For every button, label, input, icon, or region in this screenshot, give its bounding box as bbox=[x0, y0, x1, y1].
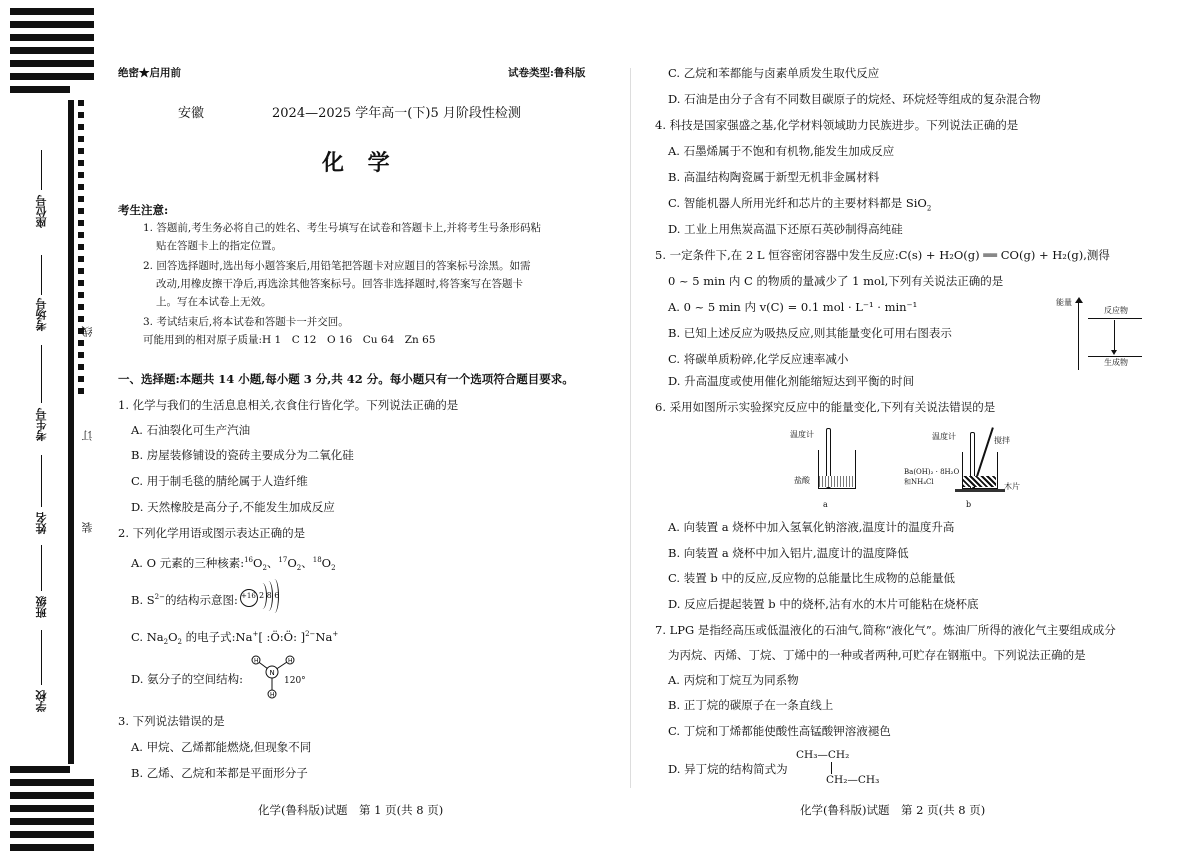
atomic-masses: 可能用到的相对原子质量:H 1 C 12 O 16 Cu 64 Zn 65 bbox=[143, 334, 436, 346]
thermometer-a-label: 温度计 bbox=[790, 430, 814, 439]
q2-option-c: C. $Na_2O_2$ 的电子式:Na+[ :Ö:Ö: ]$^{2-}$Na+ bbox=[131, 629, 339, 647]
q1-option-b: B. 房屋装修铺设的瓷砖主要成分为二氧化硅 bbox=[131, 448, 354, 462]
q5-stem: 5. 一定条件下,在 2 L 恒容密闭容器中发生反应:C(s) + H₂O(g) ══ CO(g) + H₂(g),测得 bbox=[655, 248, 1110, 262]
q2-c-suffix: 的电子式:Na bbox=[185, 629, 253, 644]
nucleus-charge: +16 bbox=[241, 592, 256, 600]
q7-stem-cont: 为丙烷、丙烯、丁烷、丁烯中的一种或者两种,可贮存在钢瓶中。下列说法正确的是 bbox=[668, 648, 1086, 662]
thermometer-b-label: 温度计 bbox=[932, 432, 956, 441]
q6-option-d: D. 反应后提起装置 b 中的烧杯,沾有水的木片可能粘在烧杯底 bbox=[668, 597, 979, 611]
strip-bar bbox=[10, 60, 94, 67]
wood-label: 木片 bbox=[1004, 482, 1020, 491]
footer-page-2: 化学(鲁科版)试题 第 2 页(共 8 页) bbox=[800, 803, 986, 817]
q1-option-d: D. 天然橡胶是高分子,不能发生加成反应 bbox=[131, 500, 335, 514]
svg-text:H: H bbox=[270, 691, 275, 699]
strip-bar bbox=[10, 805, 94, 812]
bond-angle: 120° bbox=[284, 676, 306, 686]
reagent-label-2: 和NH₄Cl bbox=[904, 478, 934, 486]
strip-bar bbox=[10, 818, 94, 825]
mark-bind: 订 bbox=[81, 430, 94, 441]
field-room: 考场号 bbox=[35, 298, 48, 331]
exam-title: 2024—2025 学年高一(下)5 月阶段性检测 bbox=[272, 106, 521, 121]
field-name: 姓名 bbox=[35, 512, 48, 534]
reagent-label-1: Ba(OH)₂ · 8H₂O bbox=[904, 468, 960, 476]
q5-option-c: C. 将碳单质粉碎,化学反应速率减小 bbox=[668, 352, 849, 366]
q7-option-d: D. 异丁烷的结构简式为 bbox=[668, 762, 788, 776]
strip-bar bbox=[10, 844, 94, 851]
field-school: 学校 bbox=[35, 690, 48, 712]
q6-option-b: B. 向装置 a 烧杯中加入铝片,温度计的温度降低 bbox=[668, 546, 909, 560]
strip-bar bbox=[10, 766, 70, 773]
q2-b-suffix: 的结构示意图: bbox=[164, 592, 238, 607]
q4-option-c: C. 智能机器人所用光纤和芯片的主要材料都是 SiO$_2$ bbox=[668, 196, 932, 213]
q1-option-c: C. 用于制毛毯的腈纶属于人造纤维 bbox=[131, 474, 308, 488]
section-heading: 一、选择题:本题共 14 小题,每小题 3 分,共 42 分。每小题只有一个选项符合题目要求。 bbox=[118, 372, 574, 386]
energy-axis-arrow bbox=[1075, 297, 1083, 303]
q1-option-a: A. 石油裂化可生产汽油 bbox=[131, 423, 251, 437]
strip-bar bbox=[10, 47, 94, 54]
strip-bar bbox=[10, 8, 94, 15]
energy-axis-label: 能量 bbox=[1056, 298, 1072, 307]
q4-option-d: D. 工业上用焦炭高温下还原石英砂制得高纯硅 bbox=[668, 222, 903, 236]
subject-title: 化 学 bbox=[322, 150, 398, 176]
field-id: 考生号 bbox=[35, 408, 48, 441]
notice-item: 2. 回答选择题时,选出每小题答案后,用铅笔把答题卡对应题目的答案标号涂黑。如需 bbox=[143, 260, 531, 272]
q2-a-prefix: A. O 元素的三种核素: bbox=[131, 555, 245, 570]
stir-label: 搅拌 bbox=[994, 436, 1010, 445]
acid-label: 盐酸 bbox=[794, 476, 810, 485]
q4-option-a: A. 石墨烯属于不饱和有机物,能发生加成反应 bbox=[668, 144, 895, 158]
q2-option-d: D. 氨分子的空间结构: bbox=[131, 672, 243, 686]
acid-liquid bbox=[819, 476, 854, 487]
field-rule bbox=[41, 545, 42, 591]
wood-board bbox=[955, 489, 1005, 492]
q5-stem-cont: 0 ~ 5 min 内 C 的物质的量减少了 1 mol,下列有关说法正确的是 bbox=[668, 274, 1004, 288]
notice-item: 上。写在本试卷上无效。 bbox=[156, 296, 272, 308]
reagent-solid bbox=[963, 476, 996, 487]
svg-text:H: H bbox=[288, 657, 293, 665]
strip-bar bbox=[10, 779, 94, 786]
notice-title: 考生注意: bbox=[118, 203, 169, 217]
field-rule bbox=[41, 455, 42, 507]
strip-bar bbox=[10, 73, 94, 80]
strip-bar bbox=[10, 21, 94, 28]
mark-line: 线 bbox=[81, 326, 94, 337]
q5-option-b: B. 已知上述反应为吸热反应,则其能量变化可用右图表示 bbox=[668, 326, 952, 340]
q2-c-prefix: C. Na bbox=[131, 629, 164, 644]
q3-option-b: B. 乙烯、乙烷和苯都是平面形分子 bbox=[131, 766, 308, 780]
region: 安徽 bbox=[178, 106, 205, 121]
notice-item: 3. 考试结束后,将本试卷和答题卡一并交回。 bbox=[143, 316, 349, 328]
q2-c-formula: [ :Ö:Ö: ] bbox=[258, 629, 306, 644]
q3-option-c: C. 乙烷和苯都能与卤素单质发生取代反应 bbox=[668, 66, 880, 80]
exam-type: 试卷类型:鲁科版 bbox=[508, 67, 586, 79]
notice-item: 贴在答题卡上的指定位置。 bbox=[156, 240, 282, 252]
secret-label: 绝密★启用前 bbox=[118, 67, 181, 79]
q7-option-b: B. 正丁烷的碳原子在一条直线上 bbox=[668, 698, 834, 712]
q2-stem: 2. 下列化学用语或图示表达正确的是 bbox=[118, 526, 306, 540]
field-rule bbox=[41, 630, 42, 685]
notice-item: 改动,用橡皮擦干净后,再选涂其他答案标号。回答非选择题时,将答案写在答题卡 bbox=[156, 278, 524, 290]
energy-axis bbox=[1078, 300, 1079, 370]
isobutane-bottom: CH₂—CH₃ bbox=[826, 774, 880, 786]
q2-c-mid: O bbox=[168, 629, 178, 644]
q2-option-a: A. O 元素的三种核素$:^{16}O_2$、$^{17}O_2$、$^{18}O_2$ bbox=[131, 555, 336, 573]
q3-option-a: A. 甲烷、乙烯都能燃烧,但现象不同 bbox=[131, 740, 312, 754]
energy-change-arrowhead bbox=[1111, 350, 1117, 355]
q4-stem: 4. 科技是国家强盛之基,化学材料领域助力民族进步。下列说法正确的是 bbox=[655, 118, 1019, 132]
strip-bar bbox=[10, 34, 94, 41]
strip-bar bbox=[10, 831, 94, 838]
mark-load: 装 bbox=[81, 522, 94, 533]
field-class: 班级 bbox=[35, 596, 48, 618]
strip-bar bbox=[10, 86, 70, 93]
q6-option-a: A. 向装置 a 烧杯中加入氢氧化钠溶液,温度计的温度升高 bbox=[668, 520, 955, 534]
q5-option-d: D. 升高温度或使用催化剂能缩短达到平衡的时间 bbox=[668, 374, 915, 388]
product-level bbox=[1088, 356, 1142, 357]
q4-option-b: B. 高温结构陶瓷属于新型无机非金属材料 bbox=[668, 170, 880, 184]
q1-stem: 1. 化学与我们的生活息息相关,衣食住行皆化学。下列说法正确的是 bbox=[118, 398, 459, 412]
svg-text:N: N bbox=[269, 669, 275, 677]
q2-option-b bbox=[131, 590, 238, 607]
strip-dashes bbox=[78, 100, 84, 400]
label-a: a bbox=[823, 500, 828, 509]
q7-stem: 7. LPG 是指经高压或低温液化的石油气,简称“液化气”。炼油厂所得的液化气主要组成成分 bbox=[655, 623, 1116, 637]
q6-option-c: C. 装置 b 中的反应,反应物的总能量比生成物的总能量低 bbox=[668, 571, 956, 585]
svg-text:H: H bbox=[254, 657, 259, 665]
q3-stem: 3. 下列说法错误的是 bbox=[118, 714, 225, 728]
notice-item: 1. 答题前,考生务必将自己的姓名、考生号填写在试卷和答题卡上,并将考生号条形码粘 bbox=[143, 222, 542, 234]
q6-stem: 6. 采用如图所示实验探究反应中的能量变化,下列有关说法错误的是 bbox=[655, 400, 996, 414]
strip-bar bbox=[10, 792, 94, 799]
field-rule bbox=[41, 150, 42, 190]
reactant-level bbox=[1088, 318, 1142, 319]
q4-c-text: C. 智能机器人所用光纤和芯片的主要材料都是 SiO bbox=[668, 196, 927, 210]
isobutane-top: CH₃—CH₂ bbox=[796, 749, 850, 761]
footer-page-1: 化学(鲁科版)试题 第 1 页(共 8 页) bbox=[258, 803, 444, 817]
reactant-label: 反应物 bbox=[1104, 306, 1128, 315]
label-b: b bbox=[966, 500, 972, 509]
electron-shells: 2 8 6 bbox=[259, 591, 280, 600]
energy-change-arrow bbox=[1114, 320, 1115, 352]
q2-b-charge: 2− bbox=[154, 593, 165, 601]
sulfur-ion-diagram bbox=[240, 585, 280, 609]
q3-option-d: D. 石油是由分子含有不同数目碳原子的烷烃、环烷烃等组成的复杂混合物 bbox=[668, 92, 1041, 106]
q2-b-prefix: B. S bbox=[131, 592, 155, 607]
q5-option-a: A. 0 ~ 5 min 内 v(C) = 0.1 mol · L⁻¹ · min⁻¹ bbox=[668, 300, 918, 314]
q7-option-a: A. 丙烷和丁烷互为同系物 bbox=[668, 673, 799, 687]
page-divider bbox=[630, 68, 631, 788]
field-seat: 座位号 bbox=[35, 195, 48, 228]
q7-option-c: C. 丁烷和丁烯都能使酸性高锰酸钾溶液褪色 bbox=[668, 724, 891, 738]
product-label: 生成物 bbox=[1104, 358, 1128, 367]
field-rule bbox=[41, 255, 42, 295]
field-rule bbox=[41, 345, 42, 403]
strip-vertical-bar bbox=[68, 100, 74, 764]
